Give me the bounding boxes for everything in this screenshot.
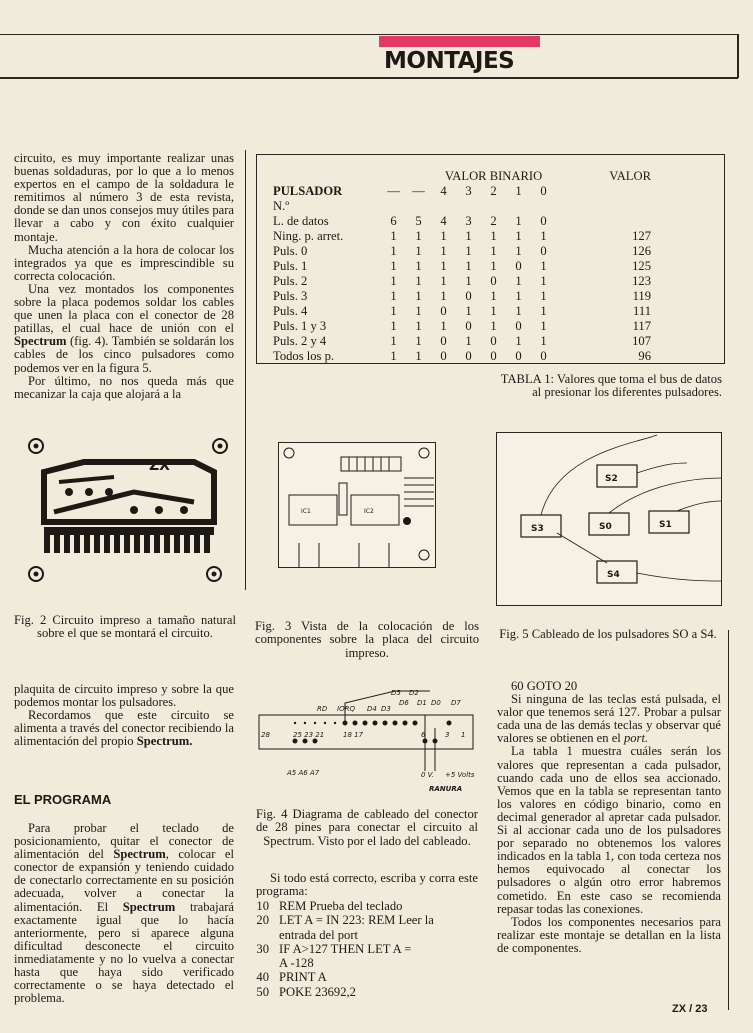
program-line: 20 LET A = IN 223: REM Leer la [256, 913, 434, 928]
table-row: Todos los p. 1 1 0 0 0 0 0 96 [273, 349, 651, 363]
right-border-lower [728, 630, 729, 1010]
pin-5v: +5 Volts [445, 771, 475, 779]
table-row: Puls. 4 1 1 0 1 1 1 1 111 [273, 304, 651, 318]
fig-5-switch-wiring [496, 432, 722, 606]
pin-d1: D1 [417, 699, 427, 707]
program-line-60: 60 GOTO 20 [511, 679, 578, 693]
table-row: Puls. 1 1 1 1 1 1 0 1 125 [273, 259, 651, 273]
header-binary: VALOR BINARIO [444, 169, 543, 183]
pcb-label: ZX [149, 458, 170, 474]
fig-3-caption: Fig. 3 Vista de la colocación de los componentes sobre la placa del circuito impreso. [255, 619, 479, 660]
program-line: 10 REM Prueba del teclado [256, 899, 403, 913]
table-row: Puls. 1 y 3 1 1 1 0 1 0 1 117 [273, 319, 651, 333]
page-number: ZX / 23 [672, 1003, 708, 1015]
paragraph: circuito, es muy importante realizar unas buenas soldaduras, por lo que a lo menos expertos en el campo de la soldadura le remitimos al número 3 de esta revista, donde se dan unos consejos muy útiles para llevar a cabo y con éxito cualquier montaje. [14, 151, 234, 244]
right-border [737, 34, 739, 78]
table-1-box [256, 154, 725, 364]
pin-6: 6 [421, 731, 426, 739]
top-rule [0, 34, 738, 35]
switch-s4: S4 [607, 570, 620, 580]
header-pulsador: PULSADOR [273, 184, 343, 198]
table-row: Puls. 2 1 1 1 1 0 1 1 123 [273, 274, 651, 288]
title-rule [0, 77, 738, 79]
left-col-rule [245, 150, 246, 590]
paragraph: Una vez montados los componentes sobre la placa podemos soldar los cables que unen la placa con el conector de 28 patillas, el cual hace de unión con el Spectrum (fig. 4). También se soldarán los cables de los cinco pulsadores como podemos ver en la figura 5. [14, 281, 234, 375]
slot-label: RANURA [429, 785, 463, 793]
left-column-top [14, 152, 234, 401]
switch-s0: S0 [599, 522, 612, 532]
basic-program-listing [235, 899, 479, 999]
pins-a5-a6-a7: A5 A6 A7 [287, 769, 320, 777]
paragraph: Por último, no nos queda más que mecanizar la caja que alojará a la [14, 373, 234, 401]
program-line: 40 PRINT A [256, 970, 327, 985]
paragraph: Para probar el teclado de posicionamiento, quitar el conector de alimentación del Spectrum, colocar el conector de expansión y teniendo cuidado de conectarlo correctamente en su posición adecuada, volver a conectar la alimentación. El Spectrum trabajará exactamente igual que lo hacía anteriormente, pero si aparece alguna dificultad desconecte el circuito inmediatamente y no lo vuelva a conectar hasta que haya sido verificado correctamente o se haya detectado el problema. [14, 821, 234, 1006]
right-column [497, 680, 721, 955]
pin-28: 28 [261, 731, 270, 739]
left-column-program-text [14, 822, 234, 1005]
fig-4-caption: Fig. 4 Diagrama de cableado del conector de 28 pines para conectar el circuito al Spectrum. Visto por el lado del cableado. [256, 807, 478, 848]
ic1-label: IC1 [301, 508, 311, 515]
paragraph: plaquita de circuito impreso y sobre la que podemos montar los pulsadores. [14, 682, 234, 710]
pin-d3: D3 [381, 705, 391, 713]
paragraph: Si todo está correcto, escriba y corra este programa: [256, 871, 478, 899]
header-valor: VALOR [609, 169, 651, 183]
pin-d6: D6 [399, 699, 409, 707]
switch-s1: S1 [659, 520, 672, 530]
pin-0v: 0 V. [421, 771, 434, 779]
pin-d7: D7 [451, 699, 461, 707]
pin-3: 3 [445, 731, 450, 739]
pins-25-23-21: 25 23 21 [293, 731, 325, 739]
table-1-caption: TABLA 1: Valores que toma el bus de datos al presionar los diferentes pulsadores. [500, 372, 722, 400]
section-color-bar [379, 36, 540, 47]
binary-values-table: VALOR BINARIO VALOR PULSADOR — — 4 3 2 1 0 N.º L. de datos 6 5 4 3 2 1 0 Ning. p. arret. 1 1 1 1 1 1 1 127 Puls. 0 1 1 1 1 1 1 0 126 Puls. 1 1 1 1 1 1 0 1 125 Puls. 2 1 1 1 1 0 1 1 123 Puls. 3 1 1 1 0 1 1 1 119 Puls. 4 1 1 0 1 1 1 1 111 Puls. 1 y 3 1 1 1 0 1 0 1 117 Puls. 2 y 4 1 1 0 1 0 1 1 107 Todos los p. 1 1 0 0 0 0 0 96 [273, 169, 659, 364]
fig-4-connector-diagram [255, 683, 479, 795]
fig-2-pcb [14, 432, 240, 588]
program-line: A -128 [279, 956, 314, 971]
table-row: Puls. 3 1 1 1 0 1 1 1 119 [273, 289, 651, 303]
left-column-bottom [14, 683, 234, 748]
section-title: MONTAJES [384, 48, 515, 74]
pin-1: 1 [461, 731, 466, 739]
switch-s3: S3 [531, 524, 544, 534]
switch-s2: S2 [605, 474, 618, 484]
pin-d4: D4 [367, 705, 377, 713]
table-row: L. de datos 6 5 4 3 2 1 0 [273, 214, 547, 228]
paragraph: Todos los componentes necesarios para realizar este montaje se detallan en la lista de componentes. [497, 914, 721, 955]
pin-d0: D0 [431, 699, 441, 707]
paragraph: Recordamos que este circuito se alimenta a través del conector recibiendo la alimentación del propio Spectrum. [14, 708, 234, 749]
pin-d2: D2 [409, 689, 419, 697]
table-row: Ning. p. arret. 1 1 1 1 1 1 1 127 [273, 229, 651, 243]
pin-rd: RD [317, 705, 328, 713]
fig-2-caption: Fig. 2 Circuito impreso a tamaño natural sobre el que se montará el circuito. [14, 613, 236, 641]
paragraph: Si ninguna de las teclas está pulsada, el valor que tenemos será 127. Probar a pulsar cada una de las demás teclas y observar qué valores se obtienen en el port. [497, 692, 721, 746]
middle-column [256, 872, 478, 898]
table-row: Puls. 0 1 1 1 1 1 1 0 126 [273, 244, 651, 258]
fig-3-component-layout [278, 442, 436, 568]
paragraph: La tabla 1 muestra cuáles serán los valores que representan a cada pulsador, cuando cada uno de ellos sea accionado. Vemos que en la tabla se representan tanto los valores en código binario, como en decimal generador al apretar cada pulsador. Si al accionar cada uno de los pulsadores por separado no obtenemos los valores indicados en la tabla 1, con toda certeza nos hemos equivocado al conectar los pulsadores o algún otro error habremos cometido. En este caso se recomienda repasar todas las conexiones. [497, 744, 721, 916]
fig-5-caption: Fig. 5 Cableado de los pulsadores SO a S4. [499, 627, 717, 641]
paragraph: Mucha atención a la hora de colocar los integrados ya que es imprescindible su correcta colocación. [14, 242, 234, 283]
program-line: 50 POKE 23692,2 [256, 984, 356, 999]
ic2-label: IC2 [364, 508, 374, 515]
section-heading: EL PROGRAMA [14, 792, 112, 807]
pins-18-17: 18 17 [343, 731, 364, 739]
program-line: 30 IF A>127 THEN LET A = [256, 941, 412, 956]
program-line: entrada del port [279, 927, 359, 942]
pin-iorq: IORQ [337, 705, 355, 713]
table-row: Puls. 2 y 4 1 1 0 1 0 1 1 107 [273, 334, 651, 348]
pin-d5: D5 [391, 689, 401, 697]
